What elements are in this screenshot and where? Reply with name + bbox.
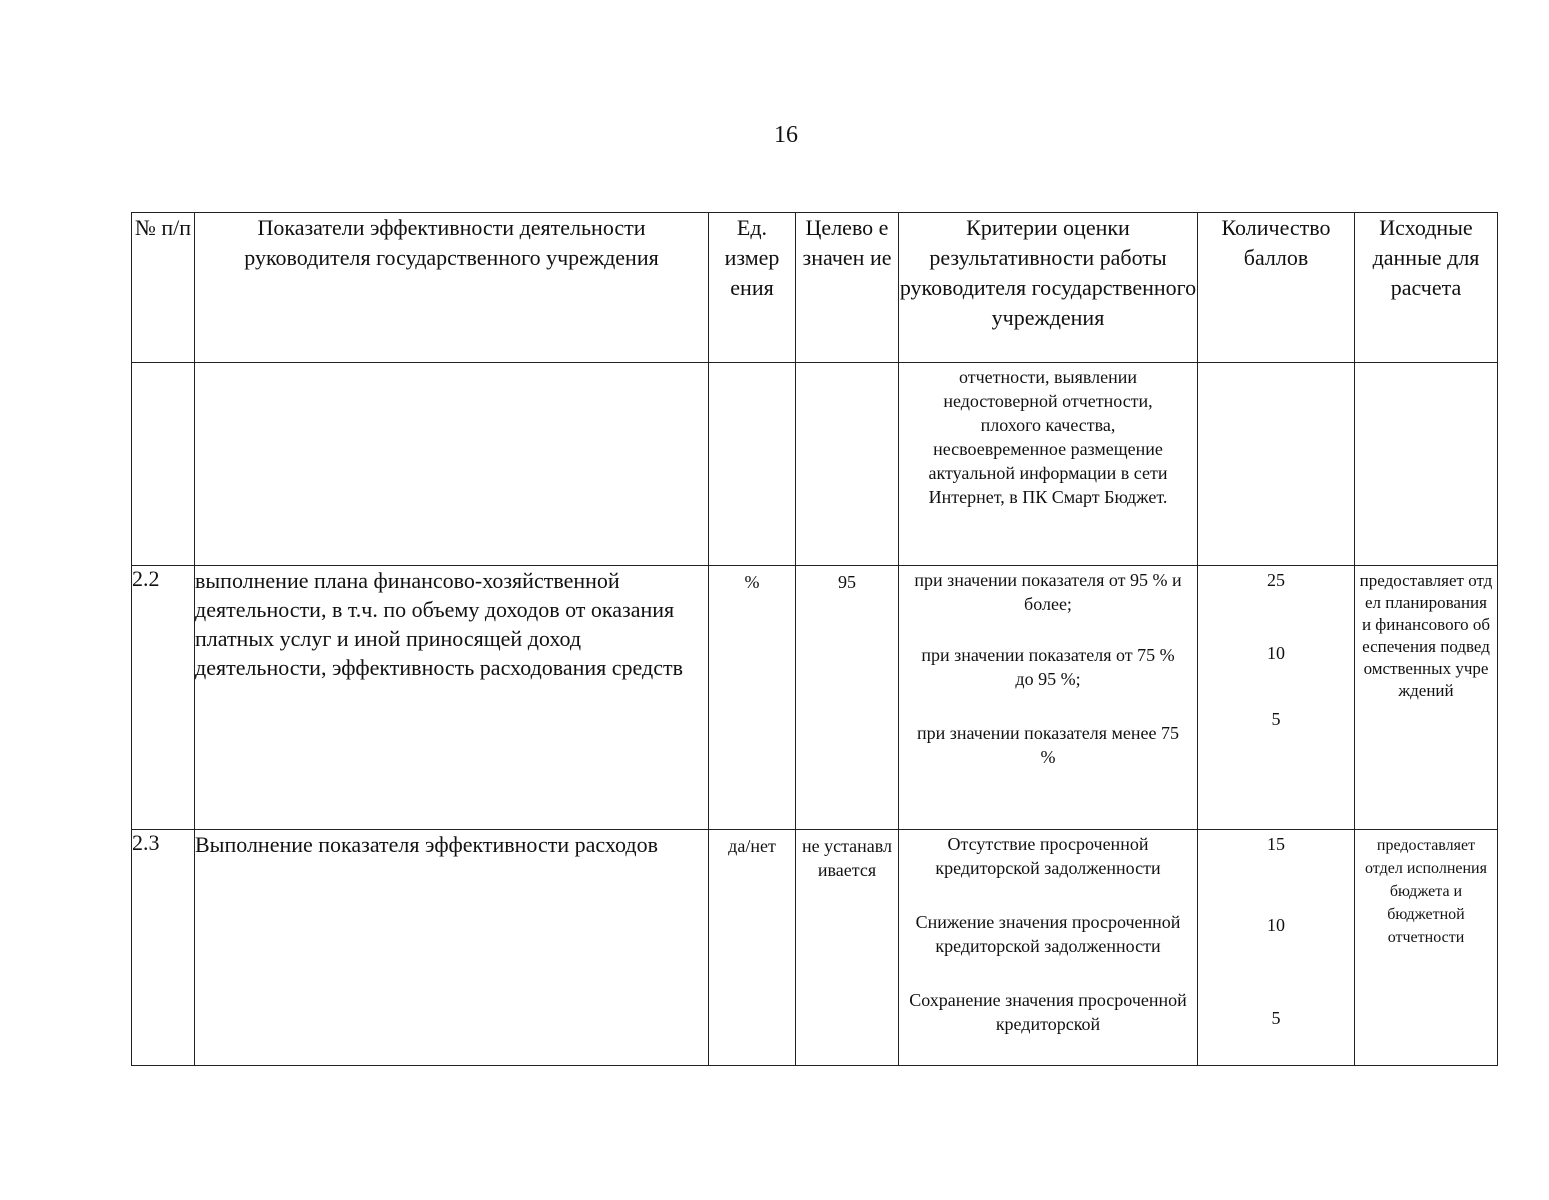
indicators-table: [131, 212, 1498, 1066]
header-unit: Ед. измер ения: [709, 213, 796, 363]
row-indicator: Выполнение показателя эффективности расходов: [195, 830, 709, 1066]
row-num: 2.2: [132, 566, 195, 830]
row-scores: [1198, 830, 1355, 1066]
row-unit: %: [709, 566, 796, 830]
row-criteria: [899, 566, 1198, 830]
row-criteria: [899, 830, 1198, 1066]
criteria-text: при значении показателя от 95 % и более;: [914, 570, 1182, 614]
row-source: [1355, 363, 1498, 566]
header-criteria: Критерии оценки результативности работы руководителя государственного учреждения: [899, 213, 1198, 363]
row-num: [132, 363, 195, 566]
row-target: 95: [796, 566, 899, 830]
table-row: [132, 830, 1498, 1066]
table-row: [132, 566, 1498, 830]
row-num: 2.3: [132, 830, 195, 1066]
header-num: № п/п: [132, 213, 195, 363]
row-target: не устанавливается: [796, 830, 899, 1066]
row-unit: [709, 363, 796, 566]
header-target: Целево е значен ие: [796, 213, 899, 363]
score-value: 5: [1271, 709, 1281, 729]
row-criteria: [899, 363, 1198, 566]
row-scores: [1198, 566, 1355, 830]
score-value: 5: [1271, 1008, 1281, 1028]
criteria-text: при значении показателя менее 75 %: [916, 723, 1180, 767]
row-source: предоставляет отдел исполнения бюджета и бюджетной отчетности: [1355, 830, 1498, 1066]
row-indicator: [195, 363, 709, 566]
header-indicator: Показатели эффективности деятельности руководителя государственного учреждения: [195, 213, 709, 363]
score-value: 15: [1267, 834, 1285, 854]
page-number: 16: [774, 122, 798, 148]
score-value: 25: [1267, 570, 1285, 590]
row-scores: [1198, 363, 1355, 566]
score-value: 10: [1267, 643, 1285, 663]
row-target: [796, 363, 899, 566]
score-value: 10: [1267, 915, 1285, 935]
criteria-text: Сохранение значения просроченной кредиторской: [909, 990, 1187, 1034]
criteria-text: Снижение значения просроченной кредиторской задолженности: [915, 912, 1181, 956]
criteria-text: Отсутствие просроченной кредиторской задолженности: [935, 834, 1161, 878]
row-indicator: выполнение плана финансово-хозяйственной деятельности, в т.ч. по объему доходов от оказания платных услуг и иной приносящей доход деятельности, эффективность расходования средств: [195, 566, 709, 830]
table-header-row: [132, 213, 1498, 363]
header-scores: Количество баллов: [1198, 213, 1355, 363]
row-unit: да/нет: [709, 830, 796, 1066]
table-row: [132, 363, 1498, 566]
criteria-text: отчетности, выявлении недостоверной отчетности, плохого качества, несвоевременное размещение актуальной информации в сети Интернет, в ПК Смарт Бюджет.: [928, 367, 1168, 507]
criteria-text: при значении показателя от 75 % до 95 %;: [921, 645, 1175, 689]
header-source: Исходные данные для расчета: [1355, 213, 1498, 363]
row-source: предоставляет отдел планирования и финансового обеспечения подведомственных учреждений: [1355, 566, 1498, 830]
